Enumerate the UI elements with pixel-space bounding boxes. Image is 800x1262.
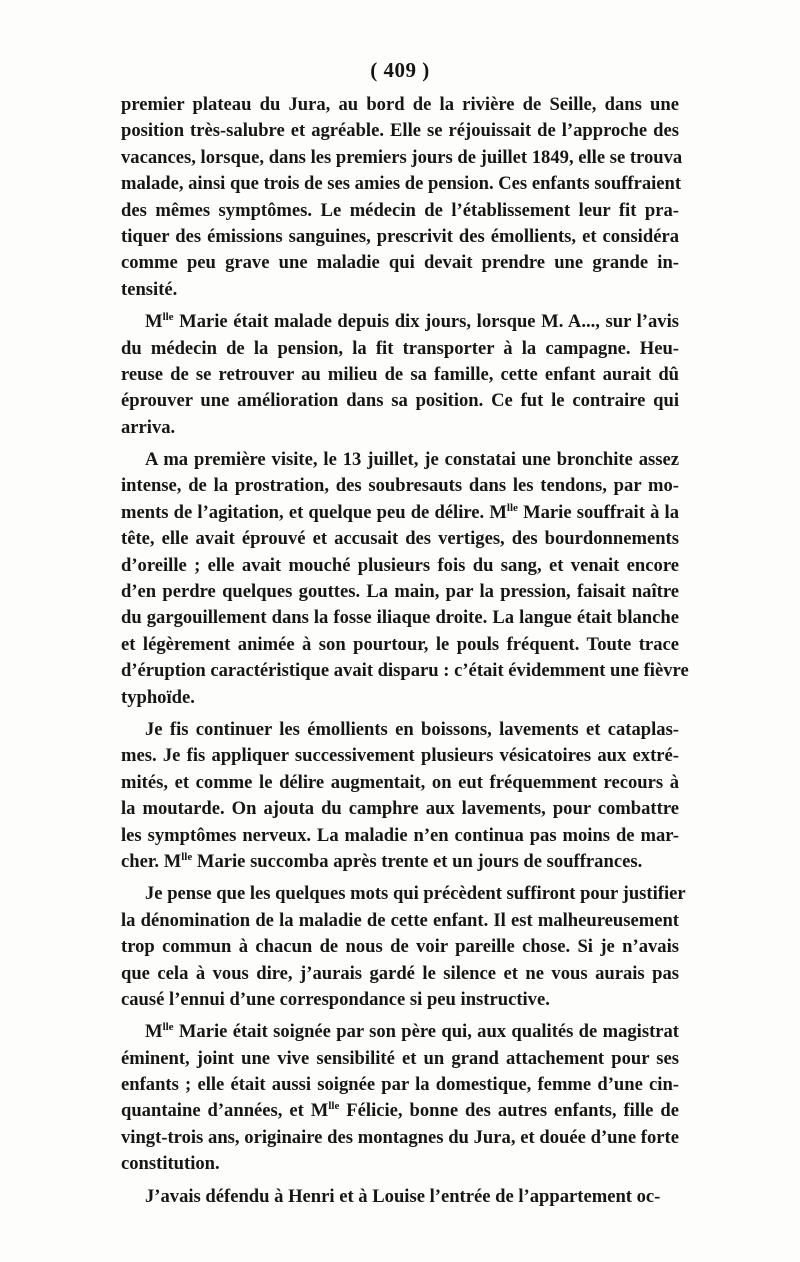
text-line: comme peu grave une maladie qui devait prendre une grande in-	[121, 252, 679, 274]
page-number: ( 409 )	[370, 58, 430, 82]
text-line: vingt-trois ans, originaire des montagnes du Jura, et douée d’une forte	[121, 1126, 679, 1148]
text-line: vacances, lorsque, dans les premiers jours de juillet 1849, elle se trouva	[121, 146, 683, 168]
text-line: arriva.	[121, 416, 176, 438]
text-line: d’oreille ; elle avait mouché plusieurs fois du sang, et venait encore	[121, 554, 679, 576]
text-line: typhoïde.	[121, 686, 195, 708]
paragraph	[121, 881, 686, 1013]
text-line: la moutarde. On ajouta du camphre aux lavements, pour combattre	[121, 798, 679, 820]
paragraph	[121, 447, 689, 711]
text-line: J’avais défendu à Henri et à Louise l’entrée de l’appartement oc-	[145, 1185, 661, 1207]
text-line: et légèrement animée à son pourtour, le pouls fréquent. Toute trace	[121, 633, 679, 655]
text-line: la dénomination de la maladie de cette enfant. Il est malheureusement	[121, 909, 679, 931]
text-line: enfants ; elle était aussi soignée par la domestique, femme d’une cin-	[121, 1074, 679, 1096]
text-line: des mêmes symptômes. Le médecin de l’établissement leur fit pra-	[121, 199, 679, 221]
text-line: du médecin de la pension, la fit transporter à la campagne. Heu-	[121, 337, 679, 359]
text-line: premier plateau du Jura, au bord de la rivière de Seille, dans une	[121, 94, 679, 115]
text-line: tensité.	[121, 278, 178, 300]
text-line: tête, elle avait éprouvé et accusait des vertiges, des bourdonnements	[121, 528, 679, 550]
text-line: Je fis continuer les émollients en boissons, lavements et cataplas-	[145, 718, 679, 740]
paragraph	[121, 717, 679, 875]
text-line: mités, et comme le délire augmentait, on eut fréquemment recours à	[121, 771, 679, 793]
paragraph	[121, 92, 683, 303]
text-line: causé l’ennui d’une correspondance si peu instructive.	[121, 988, 550, 1010]
text-line: A ma première visite, le 13 juillet, je constatai une bronchite assez	[145, 449, 679, 471]
text-line: ments de l’agitation, et quelque peu de délire. $M^{lle}$ Marie souffrait à la	[121, 501, 679, 523]
text-line: position très-salubre et agréable. Elle se réjouissait de l’approche des	[121, 120, 679, 142]
body-text	[121, 92, 689, 1210]
text-line: quantaine d’années, et $M^{lle}$ Félicie, bonne des autres enfants, fille de	[121, 1100, 679, 1122]
text-line: intense, de la prostration, des soubresauts dans les tendons, par mo-	[121, 475, 679, 497]
text-line: $M^{lle}$ Marie était soignée par son père qui, aux qualités de magistrat	[145, 1021, 679, 1043]
text-line: Je pense que les quelques mots qui précèdent suffiront pour justifier	[145, 883, 686, 905]
text-line: tiquer des émissions sanguines, prescrivit des émollients, et considéra	[121, 225, 679, 247]
text-line: cher. $M^{lle}$ Marie succomba après trente et un jours de souffrances.	[121, 850, 643, 872]
text-line: mes. Je fis appliquer successivement plusieurs vésicatoires aux extré-	[121, 745, 679, 767]
text-line: les symptômes nerveux. La maladie n’en continua pas moins de mar-	[121, 824, 679, 846]
text-line: éminent, joint une vive sensibilité et un grand attachement pour ses	[121, 1047, 679, 1069]
text-line: que cela à vous dire, j’aurais gardé le silence et ne vous aurais pas	[121, 962, 679, 984]
text-line: $M^{lle}$ Marie était malade depuis dix jours, lorsque M. A..., sur l’avis	[145, 311, 679, 333]
paragraph	[121, 309, 679, 441]
text-line: éprouver une amélioration dans sa position. Ce fut le contraire qui	[121, 390, 679, 412]
text-line: trop commun à chacun de nous de voir pareille chose. Si je n’avais	[121, 936, 679, 958]
paragraph	[121, 1184, 679, 1210]
text-line: malade, ainsi que trois de ses amies de pension. Ces enfants souffraient	[121, 173, 682, 195]
text-line: d’en perdre quelques gouttes. La main, par la pression, faisait naître	[121, 581, 679, 603]
text-line: reuse de se retrouver au milieu de sa famille, cette enfant aurait dû	[121, 363, 679, 385]
text-line: constitution.	[121, 1153, 220, 1175]
text-line: d’éruption caractéristique avait disparu : c’était évidemment une fièvre	[121, 660, 689, 682]
paragraph	[121, 1019, 679, 1177]
text-line: du gargouillement dans la fosse iliaque droite. La langue était blanche	[121, 607, 679, 629]
